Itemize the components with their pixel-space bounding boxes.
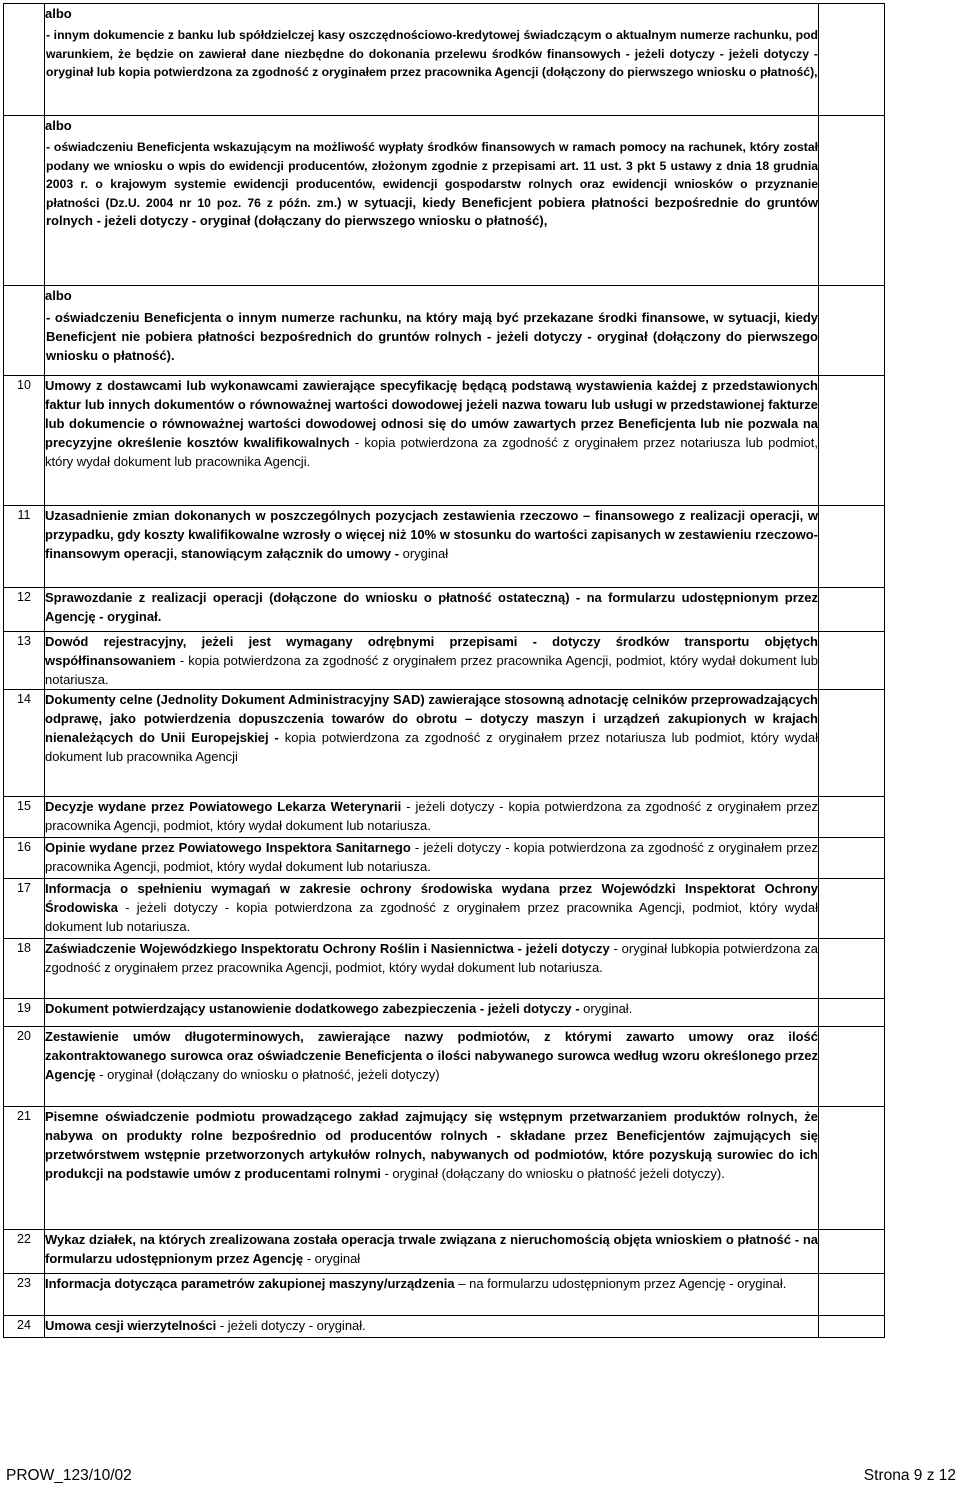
row-number: 14 (4, 690, 45, 797)
row-content (45, 632, 819, 690)
row-text-regular: - kopia potwierdzona za zgodność z oryginałem przez notariusza lub podmiot, który wydał dokument lub pracownika Agencji. (45, 435, 818, 469)
row-content (45, 797, 819, 838)
row-text-bold: Informacja o spełnieniu wymagań w zakresie ochrony środowiska wydana przez Wojewódzki Inspektorat Ochrony Środowiska (45, 881, 818, 915)
row-text-regular: – na formularzu udostępnionym przez Agencję - oryginał. (454, 1276, 787, 1291)
row-text-bold: Dokumenty celne (Jednolity Dokument Administracyjny SAD) zawierające stosowną adnotację celników przeprowadzających odprawę, jako potwierdzenia dopuszczenia towarów do obrotu – dotyczy maszyn i urządzeń zakupionych w krajach nienależących do Unii Europejskiej - (45, 692, 818, 745)
empty-cell (819, 1230, 885, 1274)
table-row (4, 999, 885, 1027)
row-text-bold: Wykaz działek, na których zrealizowana została operacja trwale związana z nieruchomością objęta wnioskiem o płatność - na formularzu udostępnionym przez Agencję (45, 1232, 818, 1266)
row-text (45, 797, 818, 835)
table-row (4, 939, 885, 999)
row-text (45, 1230, 818, 1268)
table-row (4, 838, 885, 879)
row-content (45, 286, 819, 376)
row-content (45, 879, 819, 939)
empty-cell (819, 286, 885, 376)
row-content (45, 1274, 819, 1316)
row-text-bold: Decyzje wydane przez Powiatowego Lekarza Weterynarii (45, 799, 402, 814)
empty-cell (819, 1107, 885, 1230)
row-text (45, 879, 818, 936)
empty-cell (819, 879, 885, 939)
row-content (45, 999, 819, 1027)
row-number: 22 (4, 1230, 45, 1274)
row-text-regular: - oryginał (dołączany do wniosku o płatność, jeżeli dotyczy) (95, 1067, 440, 1082)
empty-cell (819, 999, 885, 1027)
row-number: 18 (4, 939, 45, 999)
row-text-bold: - innym dokumencie z banku lub spółdzielczej kasy oszczędnościowo-kredytowej świadczącym o aktualnym numerze rachunku, pod warunkiem, że będzie on zawierał dane niezbędne do dokonania przelewu środków finansowych - jeżeli dotyczy - jeżeli dotyczy - oryginał lub kopia potwierdzona za zgodność z oryginałem przez pracownika Agencji (dołączony do pierwszego wniosku o płatność), (46, 28, 818, 79)
row-text-bold: - oświadczeniu Beneficjenta wskazującym na możliwość wypłaty środków finansowych w ramach pomocy na rachunek, który został podany we wniosku o wpis do ewidencji producentów, złożonym zgodnie z przepisami art. 11 ust. 3 pkt 5 ustawy z dnia 18 grudnia 2003 r. o krajowym systemie ewidencji producentów, ewidencji gospodarstw rolnych oraz ewidencji wniosków o przyznanie płatności (Dz.U. 2004 nr 10 poz. 76 z późn. zm. (46, 140, 818, 210)
row-text (45, 999, 818, 1018)
row-text-regular: - oryginał (303, 1251, 361, 1266)
empty-cell (819, 588, 885, 632)
empty-cell (819, 116, 885, 286)
empty-cell (819, 797, 885, 838)
row-text-bold: Dokument potwierdzający ustanowienie dodatkowego zabezpieczenia - jeżeli dotyczy - (45, 1001, 584, 1016)
row-content (45, 1107, 819, 1230)
row-text-bold: Informacja dotycząca parametrów zakupionej maszyny/urządzenia (45, 1276, 455, 1291)
empty-cell (819, 632, 885, 690)
row-number: 13 (4, 632, 45, 690)
row-text-regular: - oryginał lubkopia potwierdzona za zgodność z oryginałem przez pracownika Agencji, podmiot, który wydał dokument lub notariusza. (45, 941, 818, 975)
row-number: 17 (4, 879, 45, 939)
empty-cell (819, 1316, 885, 1338)
row-text-regular: - jeżeli dotyczy - kopia potwierdzona za zgodność z oryginałem przez pracownika Agencji, podmiot, który wydał dokument lub notariusza. (45, 840, 818, 874)
row-number: 19 (4, 999, 45, 1027)
row-content (45, 1230, 819, 1274)
table-row (4, 1107, 885, 1230)
row-text (45, 939, 818, 977)
row-content (45, 376, 819, 506)
empty-cell (819, 1274, 885, 1316)
row-text (45, 1316, 818, 1335)
row-number: 23 (4, 1274, 45, 1316)
row-text (45, 690, 818, 766)
row-text (45, 376, 818, 471)
row-text-regular: - oryginał (dołączany do wniosku o płatność jeżeli dotyczy). (380, 1166, 725, 1181)
albo-label: albo (45, 288, 72, 303)
empty-cell (819, 4, 885, 116)
row-number (4, 286, 45, 376)
row-number: 16 (4, 838, 45, 879)
albo-label: albo (45, 118, 72, 133)
row-text-regular: kopia potwierdzona za zgodność z oryginałem przez notariusza lub podmiot, który wydał dokument lub pracownika Agencji (45, 730, 818, 764)
row-text-regular: - jeżeli dotyczy - kopia potwierdzona za zgodność z oryginałem przez pracownika Agencji, podmiot, który wydał dokument lub notariusza. (45, 900, 818, 934)
row-content (45, 690, 819, 797)
table-row (4, 4, 885, 116)
table-row (4, 1316, 885, 1338)
page-number: Strona 9 z 12 (863, 1467, 956, 1484)
row-text-bold: Pisemne oświadczenie podmiotu prowadzącego zakład zajmujący się wstępnym przetwarzaniem produktów rolnych, że nabywa on produkty rolne bezpośrednio od producentów rolnych - składane przez Beneficjentów zajmujących się przetwórstwem wstępnie przetworzonych artykułów rolnych, nabywanych od podmiotów, które pozyskują surowiec do ich produkcji na podstawie umów z producentami rolnymi (45, 1109, 818, 1181)
row-content (45, 4, 819, 116)
row-text-bold: Uzasadnienie zmian dokonanych w poszczególnych pozycjach zestawienia rzeczowo – finansowego z realizacji operacji, w przypadku, gdy koszty kwalifikowalne wzrosły o więcej niż 10% w stosunku do wartości zapisanych w zestawieniu rzeczowo-finansowym operacji, stanowiącym załącznik do umowy - (45, 508, 818, 561)
row-content (45, 939, 819, 999)
row-number: 10 (4, 376, 45, 506)
row-number: 11 (4, 506, 45, 588)
empty-cell (819, 376, 885, 506)
row-number: 21 (4, 1107, 45, 1230)
row-number (4, 4, 45, 116)
table-row (4, 1027, 885, 1107)
row-text-bold: Dowód rejestracyjny, jeżeli jest wymagany odrębnymi przepisami - dotyczy środków transportu objętych współfinansowaniem (45, 634, 818, 668)
table-row (4, 588, 885, 632)
row-text-bold: Zaświadczenie Wojewódzkiego Inspektoratu Ochrony Roślin i Nasiennictwa - jeżeli dotyczy (45, 941, 610, 956)
row-content (45, 116, 819, 286)
table-row (4, 797, 885, 838)
table-row (4, 116, 885, 286)
empty-cell (819, 838, 885, 879)
empty-cell (819, 939, 885, 999)
row-text-bold: Umowy z dostawcami lub wykonawcami zawierające specyfikację będącą podstawą wystawienia każdej z przedstawionych faktur lub innych dokumentów o równoważnej wartości dowodowej jeżeli nazwa towaru lub usługi w przedstawionej fakturze lub dokumencie o równoważnej wartości dowodowej odnosi się do umów zawartych przez Beneficjenta lub nie pozwala na precyzyjne określenie kosztów kwalifikowalnych (45, 378, 818, 450)
row-text-regular: - jeżeli dotyczy - kopia potwierdzona za zgodność z oryginałem przez pracownika Agencji, podmiot, który wydał dokument lub notariusza. (45, 799, 818, 833)
row-text (45, 1274, 818, 1293)
row-text-bold: Opinie wydane przez Powiatowego Inspektora Sanitarnego (45, 840, 411, 855)
table-row (4, 376, 885, 506)
row-text-bold: Umowa cesji wierzytelności (45, 1318, 217, 1333)
requirements-table (3, 3, 885, 1338)
row-content (45, 588, 819, 632)
row-text (45, 1107, 818, 1183)
row-text-regular: oryginał. (583, 1001, 633, 1016)
row-text-regular: - kopia potwierdzona za zgodność z oryginałem przez pracownika Agencji, podmiot, który wydał dokument lub notariusza. (45, 653, 818, 687)
row-text (45, 632, 818, 689)
row-text-regular: oryginał (402, 546, 449, 561)
row-text-bold: Sprawozdanie z realizacji operacji (dołączone do wniosku o płatność ostateczną) - na formularzu udostępnionym przez Agencję - oryginał. (45, 590, 818, 624)
table-row (4, 506, 885, 588)
row-number (4, 116, 45, 286)
table-row (4, 879, 885, 939)
row-content (45, 1027, 819, 1107)
document-code: PROW_123/10/02 (6, 1467, 132, 1484)
row-text (46, 138, 818, 231)
row-number: 20 (4, 1027, 45, 1107)
row-content (45, 506, 819, 588)
row-text-bold: ) w sytuacji, kiedy Beneficjent pobiera płatności bezpośrednie do gruntów rolnych - jeżeli dotyczy - oryginał (dołączany do pierwszego wniosku o płatność), (46, 194, 818, 228)
row-content (45, 1316, 819, 1338)
row-text (45, 838, 818, 876)
row-text-regular: - jeżeli dotyczy - oryginał. (216, 1318, 366, 1333)
row-number: 12 (4, 588, 45, 632)
table-row (4, 1274, 885, 1316)
table-row (4, 1230, 885, 1274)
row-number: 24 (4, 1316, 45, 1338)
albo-label: albo (45, 6, 72, 21)
row-text (45, 506, 818, 563)
empty-cell (819, 506, 885, 588)
row-text-bold: Zestawienie umów długoterminowych, zawierające nazwy podmiotów, z którymi zawarto umowy oraz ilość zakontraktowanego surowca oraz oświadczenie Beneficjenta o ilości nabywanego surowca według wzoru określonego przez Agencję (45, 1029, 818, 1082)
row-number: 15 (4, 797, 45, 838)
table-row (4, 632, 885, 690)
table-row (4, 690, 885, 797)
empty-cell (819, 690, 885, 797)
row-text-bold: - oświadczeniu Beneficjenta o innym numerze rachunku, na który mają być przekazane środki finansowe, w sytuacji, kiedy Beneficjent nie pobiera płatności bezpośrednich do gruntów rolnych - jeżeli dotyczy - oryginał (dołączony do pierwszego wniosku o płatność). (46, 310, 818, 363)
table-row (4, 286, 885, 376)
empty-cell (819, 1027, 885, 1107)
row-content (45, 838, 819, 879)
row-text (45, 1027, 818, 1084)
